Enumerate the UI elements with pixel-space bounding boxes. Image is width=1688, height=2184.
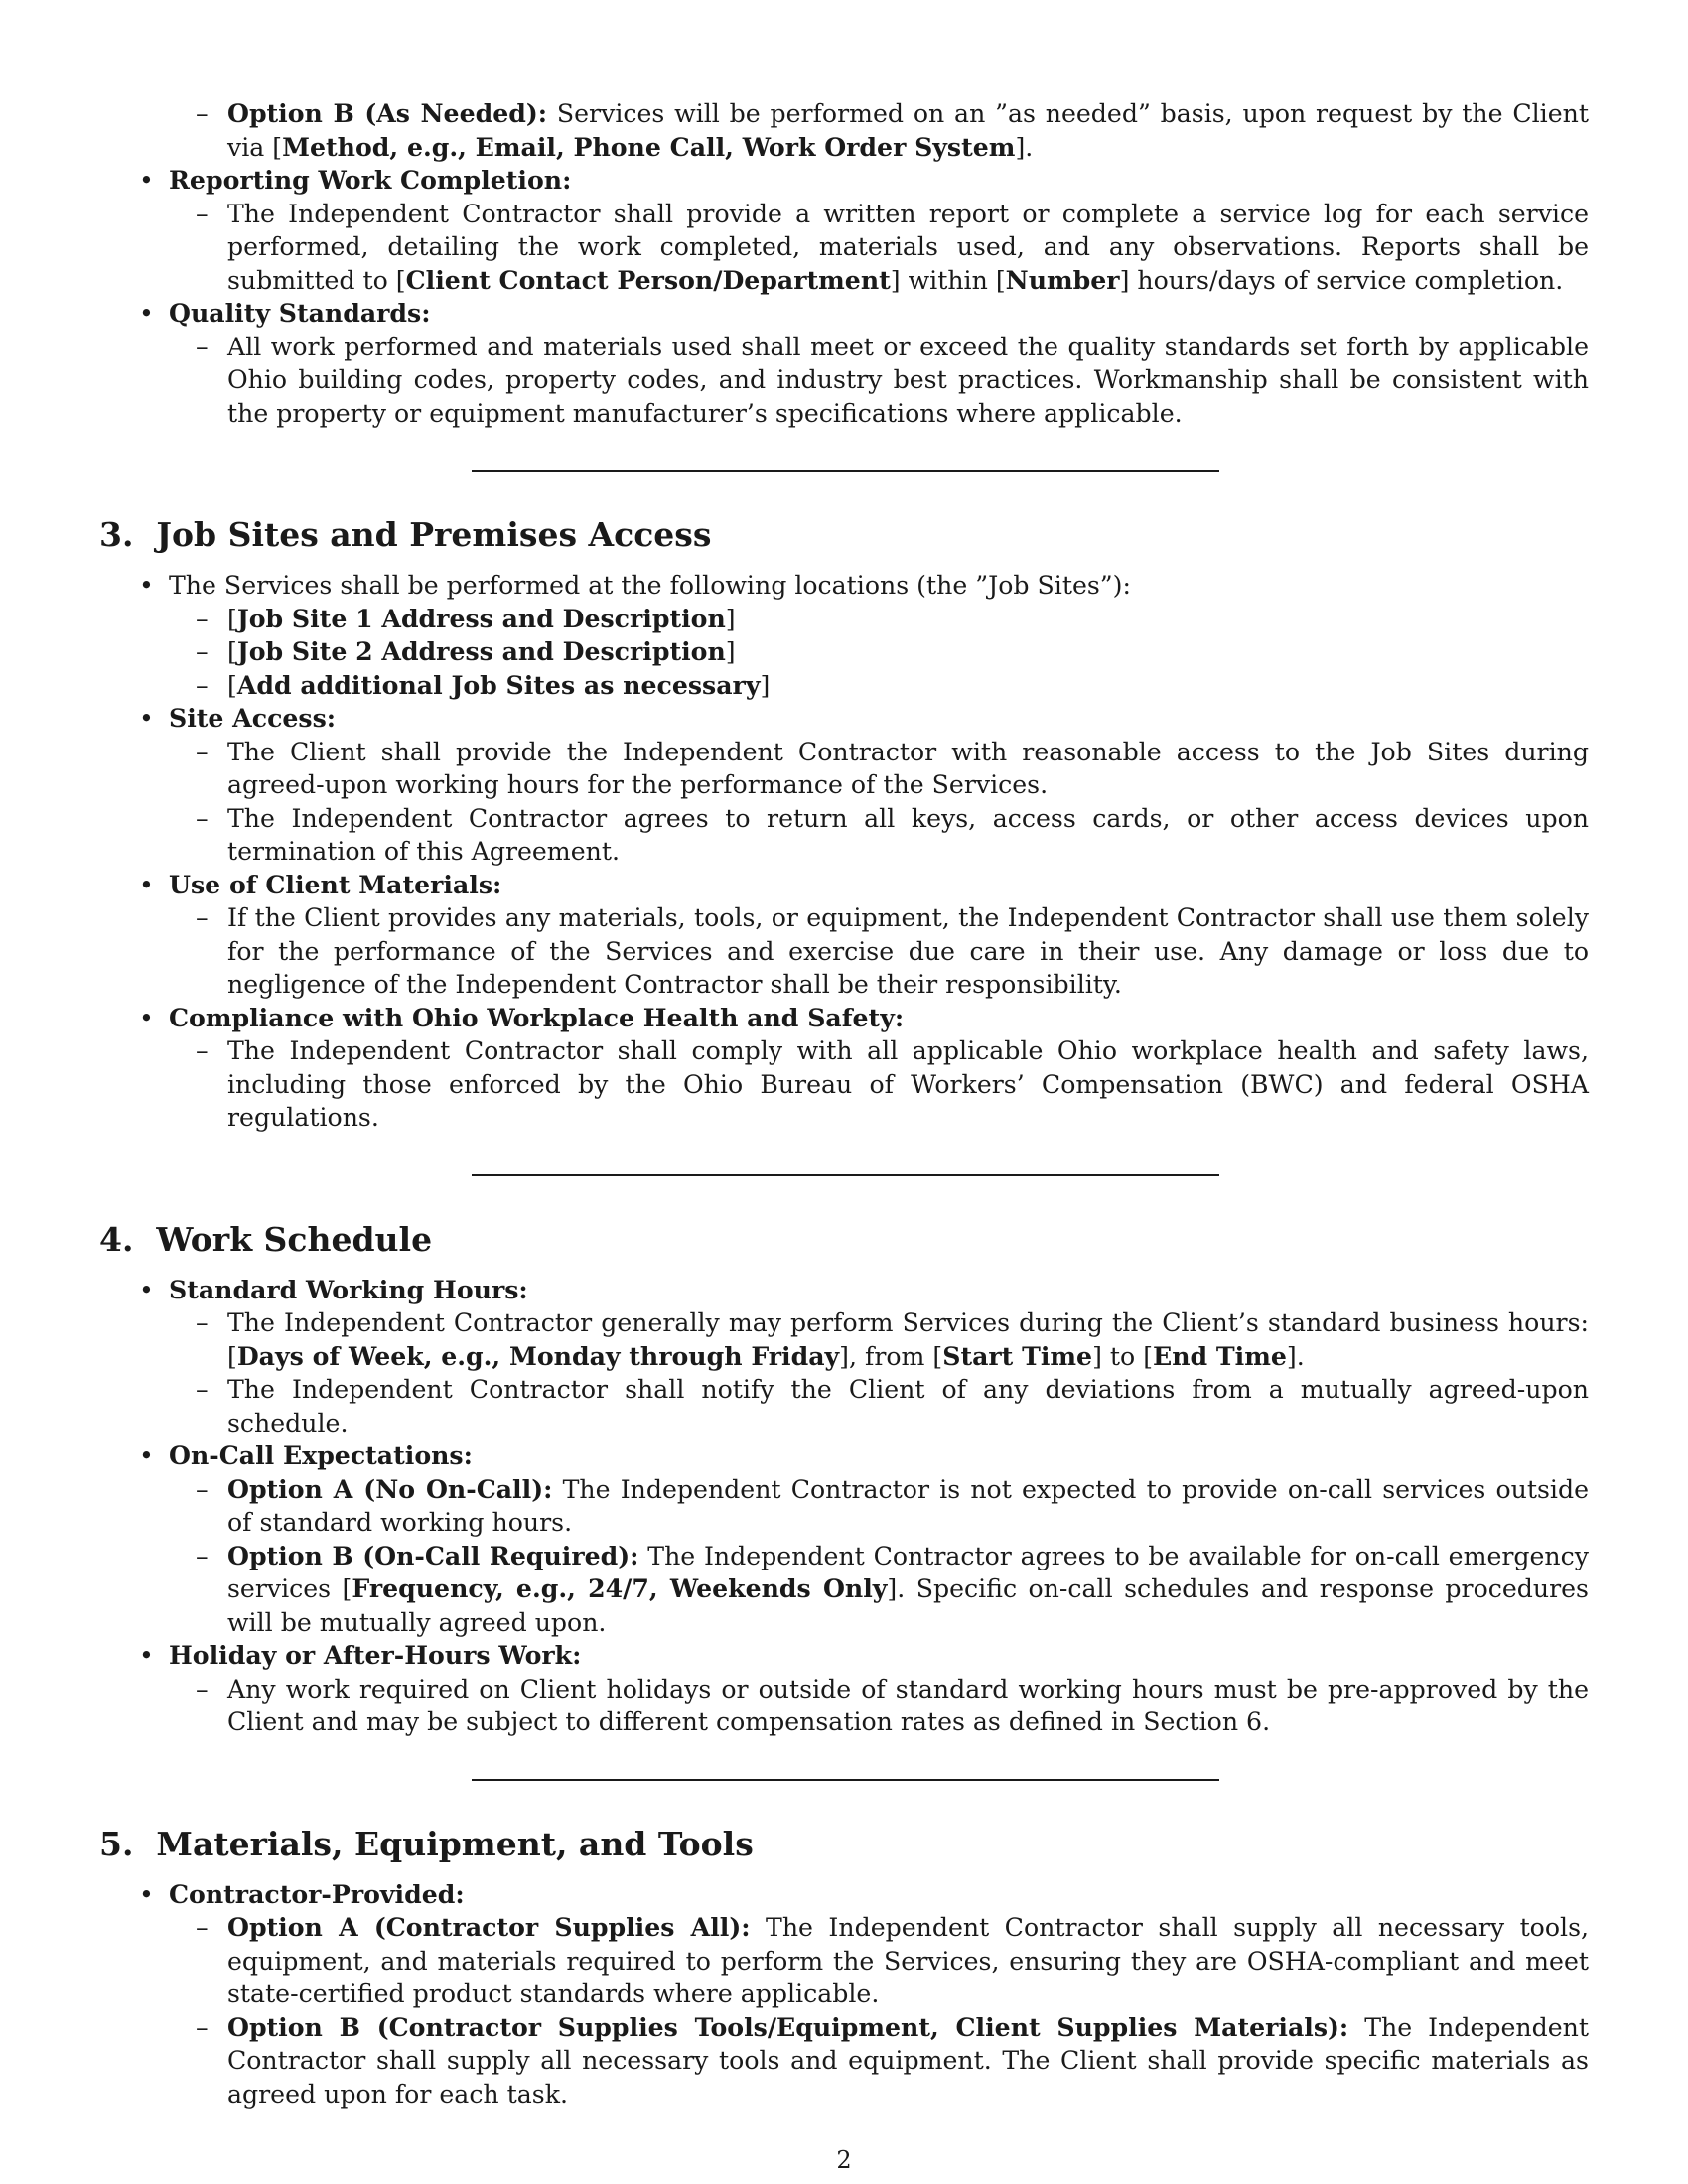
working-hours-heading: • Standard Working Hours: xyxy=(139,1274,528,1304)
holiday-heading: • Holiday or After-Hours Work: xyxy=(139,1640,582,1670)
section-5-title: 5. Materials, Equipment, and Tools xyxy=(99,1824,754,1863)
contractor-provided-heading: • Contractor-Provided: xyxy=(139,1878,465,1909)
section-3-title: 3. Job Sites and Premises Access xyxy=(99,515,712,554)
page-content xyxy=(99,97,1589,2111)
on-call-heading: • On-Call Expectations: xyxy=(139,1440,473,1470)
quality-item: – All work performed and materials used shall meet or exceed the quality standards set forth by applicable Ohio building codes, property codes, and industry best practices. Workmanship shall be consistent with the property or equipment manufacturer’s specifications where applicable. xyxy=(196,332,1589,428)
section-4-title: 4. Work Schedule xyxy=(99,1219,433,1259)
site-access-heading: • Site Access: xyxy=(139,703,337,733)
job-sites-intro: • The Services shall be performed at the following locations (the ”Job Sites”): xyxy=(139,571,1131,600)
section-divider xyxy=(472,1174,1219,1176)
page-number: 2 xyxy=(836,2146,852,2174)
section-divider xyxy=(472,1779,1219,1781)
quality-heading: • Quality Standards: xyxy=(139,298,431,328)
safety-heading: • Compliance with Ohio Workplace Health and Safety: xyxy=(139,1002,905,1032)
site-access-item: – The Client shall provide the Independent Contractor with reasonable access to the Job Sites during agreed-upon working hours for the performance of the Services. xyxy=(196,737,1589,799)
client-materials-item: – If the Client provides any materials, tools, or equipment, the Independent Contractor shall use them solely for the performance of the Services and exercise due care in their use. Any damage or loss due to negligence of the Independent Contractor shall be their responsibility. xyxy=(196,903,1589,999)
job-site-item: – [Job Site 1 Address and Description] xyxy=(196,603,736,633)
reporting-item: – The Independent Contractor shall provide a written report or complete a service log for each service performed, detailing the work completed, materials used, and any observations. Reports shall be submitted to [Client Contact Person/Department] within [Number] hours/days of service completion. xyxy=(196,199,1589,295)
holiday-item: – Any work required on Client holidays or outside of standard working hours must be pre-approved by the Client and may be subject to different compensation rates as defined in Section 6. xyxy=(196,1674,1589,1736)
job-site-item: – [Add additional Job Sites as necessary] xyxy=(196,669,771,700)
safety-item: – The Independent Contractor shall comply with all applicable Ohio workplace health and safety laws, including those enforced by the Ohio Bureau of Workers’ Compensation (BWC) and federal OSHA regulations. xyxy=(196,1036,1589,1132)
section-divider xyxy=(472,470,1219,472)
on-call-option-b: – Option B (On-Call Required): The Independent Contractor agrees to be available for on-call emergency services [Frequency, e.g., 24/7, Weekends Only]. Specific on-call schedules and response procedures will be mutually agreed upon. xyxy=(196,1540,1589,1637)
contractor-option-a: – Option A (Contractor Supplies All): The Independent Contractor shall supply all necessary tools, equipment, and materials required to perform the Services, ensuring they are OSHA-compliant and meet state-certified product standards where applicable. xyxy=(196,1912,1590,2008)
contractor-option-b: – Option B (Contractor Supplies Tools/Equipment, Client Supplies Materials): The Independent Contractor shall supply all necessary tools and equipment. The Client shall provide specific materials as agreed upon for each task. xyxy=(196,2011,1590,2109)
client-materials-heading: • Use of Client Materials: xyxy=(139,869,502,899)
working-hours-item: – The Independent Contractor generally may perform Services during the Client’s standard business hours: [Days of Week, e.g., Monday through Friday], from [Start Time] to [End Time]. xyxy=(196,1308,1589,1371)
working-hours-item: – The Independent Contractor shall notify the Client of any deviations from a mutually agreed-upon schedule. xyxy=(196,1375,1589,1437)
reporting-heading: • Reporting Work Completion: xyxy=(139,165,572,195)
on-call-option-a: – Option A (No On-Call): The Independent Contractor is not expected to provide on-call services outside of standard working hours. xyxy=(196,1473,1590,1537)
job-site-item: – [Job Site 2 Address and Description] xyxy=(196,636,736,666)
option-b-as-needed: – Option B (As Needed): Services will be performed on an ”as needed” basis, upon request by the Client via [Method, e.g., Email, Phone Call, Work Order System]. xyxy=(196,98,1589,162)
site-access-item: – The Independent Contractor agrees to return all keys, access cards, or other access devices upon termination of this Agreement. xyxy=(196,803,1589,866)
